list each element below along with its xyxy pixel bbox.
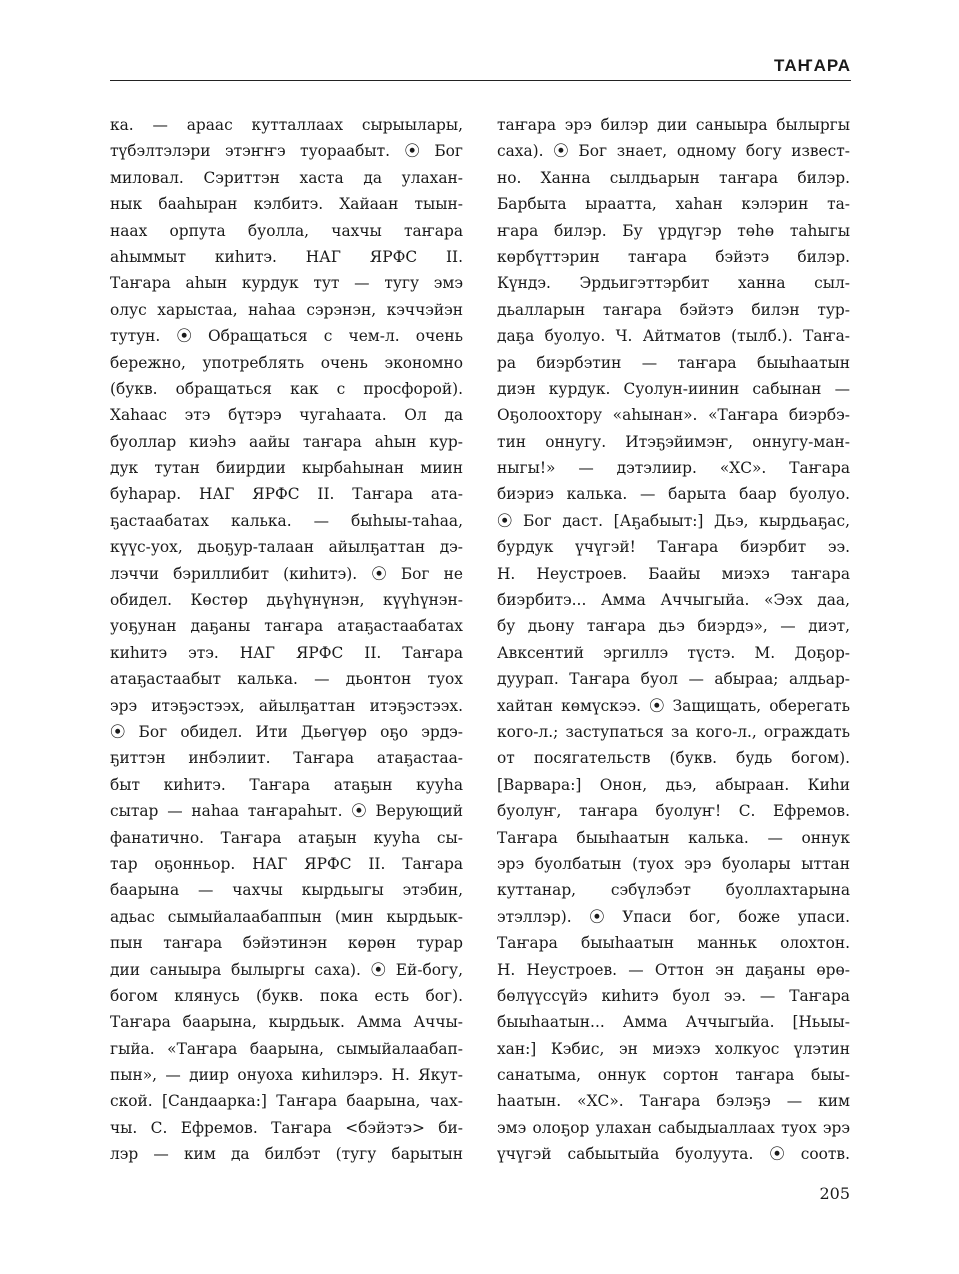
text-line: хайтан көмүскээ. ⦿ Защищать, оберегать xyxy=(497,696,850,715)
text-line: тутун. ⦿ Обращаться с чем-л. очень xyxy=(110,327,463,346)
text-line: эмэ олоҕор улахан сабыдыаллаах туох эрэ xyxy=(497,1118,850,1137)
running-header xyxy=(110,50,851,81)
text-line: бережно, употреблять очень экономно xyxy=(110,353,463,372)
text-line: гыйа. «Таҥара баарына, сымыйалаабап- xyxy=(110,1039,463,1058)
text-line: этэллэр). ⦿ Упаси бог, боже упаси. xyxy=(497,907,850,926)
text-line: Н. Неустроев. Баайы миэхэ таҥара xyxy=(497,564,850,583)
text-line: дуурап. Таҥара буол — абыраа; алдьар- xyxy=(497,670,850,689)
text-line: ҥара билэр. Бу үрдүгэр төһө таһыгы xyxy=(497,221,850,240)
text-line: лэр — ким да билбэт (тугу барытын xyxy=(110,1145,463,1164)
text-line: күүс-уох, дьоҕур-талаан айылҕаттан дэ- xyxy=(110,538,463,557)
text-line: ской. [Сандаарка:] Таҥара баарына, чах- xyxy=(110,1092,463,1111)
text-line: олус харыстаа, наһаа сэрэнэн, кэччэйэн xyxy=(110,300,463,319)
text-line: куттанар, сэбүлэбэт буоллахтарына xyxy=(497,881,850,900)
text-line: Хаһаас этэ бүтэрэ чугаһаата. Ол да xyxy=(110,406,463,425)
text-line: буоллар киэһэ аайы таҥара аһын кур- xyxy=(110,432,463,451)
text-line: адьас сымыйалаабаппын (мин кырдьык- xyxy=(110,907,463,926)
text-line: даҕа буолуо. Ч. Айтматов (тылб.). Таҥа- xyxy=(497,327,850,346)
text-line: бурдук үчүгэй! Таҥара биэрбит ээ. xyxy=(497,538,850,557)
text-line: чы. С. Ефремов. Таҥара <бэйэтэ> би- xyxy=(110,1118,463,1137)
text-line: таҥара эрэ билэр дии саныыра былыргы xyxy=(497,116,850,134)
text-line: наах орпута буолла, чахчы таҥара xyxy=(110,221,463,240)
text-line: Н. Неустроев. — Оттон эн даҕаны өрө- xyxy=(497,960,850,979)
header-title: ТАҤАРА xyxy=(774,56,851,75)
text-line: биэриэ калька. — барыта баар буолуо. xyxy=(497,485,850,504)
text-line: Таҥара быыһаатын калька. — оннук xyxy=(497,828,850,847)
text-line: көрбүттэрин таҥара бэйэтэ билэр. xyxy=(497,247,850,266)
text-line: киһитэ этэ. НАГ ЯРФС II. Таҥара xyxy=(110,643,463,662)
text-line: ка. — араас кутталлаах сырыылары, xyxy=(110,116,463,134)
text-line: пын», — диир онуоха киһилэрэ. Н. Якут- xyxy=(110,1066,463,1085)
text-line: миловал. Сэриттэн хаста да улахан- xyxy=(110,168,463,187)
text-line: диэн курдук. Суолун-иинин сабынан — xyxy=(497,379,850,398)
text-line: лэччи бэриллибит (киһитэ). ⦿ Бог не xyxy=(110,564,463,583)
text-line: ра биэрбэтин — таҥара быыһаатын xyxy=(497,353,850,372)
text-line: нык бааһыран кэлбитэ. Хайаан тыын- xyxy=(110,195,463,214)
text-line: Таҥара баарына, кырдьык. Амма Аччы- xyxy=(110,1013,463,1032)
text-line: кого-л.; заступаться за кого-л., ограждать xyxy=(497,722,850,741)
text-line: ⦿ Бог даст. [Аҕабыыт:] Дьэ, кырдьаҕас, xyxy=(497,511,850,530)
text-line: биэрбитэ... Амма Аччыгыйа. «Ээх даа, xyxy=(497,591,850,610)
text-line: обидел. Көстөр дьүһүнүнэн, күүһүнэн- xyxy=(110,591,463,610)
text-line: саха). ⦿ Бог знает, одному богу извест- xyxy=(497,142,850,161)
text-line: Таҥара быыһаатын манньк олохтон. xyxy=(497,934,850,953)
text-line: буолуҥ, таҥара буолуҥ! С. Ефремов. xyxy=(497,802,850,821)
text-line: бу дьону таҥара дьэ биэрдэ», — диэт, xyxy=(497,617,850,636)
text-line: хан:] Кэбис, эн миэхэ холкуос үлэтин xyxy=(497,1039,850,1058)
text-line: дии саныыра былыргы саха). ⦿ Ей-богу, xyxy=(110,960,463,979)
text-line: тин оннугу. Итэҕэйимэҥ, оннугу-ман- xyxy=(497,432,850,451)
text-line: санатыма, оннук сортон таҥара быы- xyxy=(497,1066,850,1085)
text-line: быыһаатын... Амма Аччыгыйа. [Ньыы- xyxy=(497,1013,850,1032)
text-line: эрэ буолбатын (туох эрэ буолары ыттан xyxy=(497,854,850,873)
text-line: Авксентий эргиллэ түстэ. М. Доҕор- xyxy=(497,643,850,662)
text-line: уоҕунан даҕаны таҥара атаҕастаабатах xyxy=(110,617,463,636)
text-line: тар оҕонньор. НАГ ЯРФС II. Таҥара xyxy=(110,854,463,873)
text-line: быт киһитэ. Таҥара атаҕын кууһа xyxy=(110,775,463,794)
text-line: Күндэ. Эрдьигэттэрбит ханна сыл- xyxy=(497,274,850,293)
text-line: һаатын. «ХС». Таҥара бэлэҕэ — ким xyxy=(497,1092,850,1111)
text-line: ҕиттэн инбэлиит. Таҥара атаҕастаа- xyxy=(110,749,463,768)
text-line: үчүгэй сабыытыйа буолуута. ⦿ соотв. xyxy=(497,1145,850,1164)
text-line: бөлүүссүйэ киһитэ буол ээ. — Таҥара xyxy=(497,986,850,1005)
page-number: 205 xyxy=(819,1184,850,1203)
text-line: фанатично. Таҥара атаҕын кууһа сы- xyxy=(110,828,463,847)
text-line: сытар — наһаа таҥараһыт. ⦿ Верующий xyxy=(110,802,463,821)
text-line: ⦿ Бог обидел. Ити Дьөгүөр оҕо эрдэ- xyxy=(110,722,463,741)
text-line: атаҕастаабыт калька. — дьонтон туох xyxy=(110,670,463,689)
text-line: [Варвара:] Онон, дьэ, абыраан. Киһи xyxy=(497,775,850,794)
text-line: но. Ханна сылдьарын таҥара билэр. xyxy=(497,168,850,187)
text-line: Оҕолоохтору «аһынан». «Таҥара биэрбэ- xyxy=(497,406,850,425)
right-column xyxy=(497,112,850,1168)
text-line: түбэлтэлэри этэҥҥэ туораабыт. ⦿ Бог xyxy=(110,142,463,161)
text-line: эрэ итэҕэстээх, айылҕаттан итэҕэстээх. xyxy=(110,696,463,715)
text-line: дьалларын таҥара бэйэтэ билэн тур- xyxy=(497,300,850,319)
text-line: аһыммыт киһитэ. НАГ ЯРФС II. xyxy=(110,247,463,266)
text-line: богом клянусь (букв. пока есть бог). xyxy=(110,986,463,1005)
text-line: буһарар. НАГ ЯРФС II. Таҥара ата- xyxy=(110,485,463,504)
text-line: (букв. обращаться как с просфорой). xyxy=(110,379,463,398)
text-line: от посягательств (букв. будь богом). xyxy=(497,749,850,768)
text-line: ҕастаабатах калька. — быһыы-таһаа, xyxy=(110,511,463,530)
text-line: баарына — чахчы кырдьыгы этэбин, xyxy=(110,881,463,900)
text-line: пын таҥара бэйэтинэн көрөн турар xyxy=(110,934,463,953)
text-line: Барбыта ыраатта, хаһан кэлэрин та- xyxy=(497,195,850,214)
text-line: ныгы!» — дэтэлиир. «ХС». Таҥара xyxy=(497,459,850,478)
left-column xyxy=(110,112,463,1168)
text-line: дук тутан биирдии кырбаһынан миин xyxy=(110,459,463,478)
text-line: Таҥара аһын курдук тут — тугу эмэ xyxy=(110,274,463,293)
